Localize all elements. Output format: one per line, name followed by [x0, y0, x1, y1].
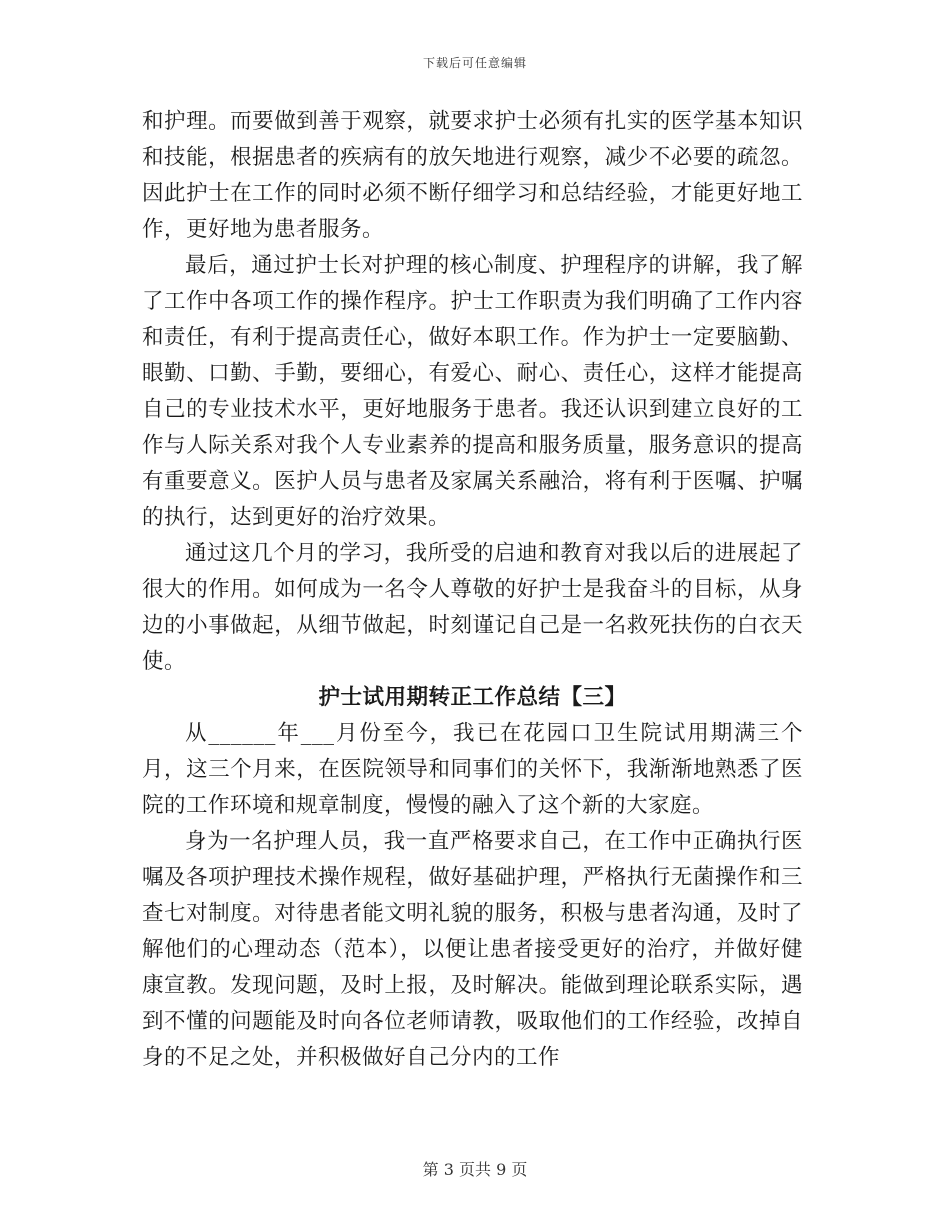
section-paragraph-duties: 身为一名护理人员，我一直严格要求自己，在工作中正确执行医嘱及各项护理技术操作规程，做好基础护理，严格执行无菌操作和三查七对制度。对待患者能文明礼貌的服务，积极与患者沟通，及时了解他们的心理动态（范本），以便让患者接受更好的治疗，并做好健康宣教。发现问题，及时上报，及时解决。能做到理论联系实际，遇到不懂的问题能及时向各位老师请教，吸取他们的工作经验，改掉自身的不足之处，并积极做好自己分内的工作	[142, 829, 803, 1070]
section-paragraph-intro: 从______年___月份至今，我已在花园口卫生院试用期满三个月，这三个月来，在医院领导和同事们的关怀下，我渐渐地熟悉了医院的工作环境和规章制度，慢慢的融入了这个新的大家庭。	[142, 721, 803, 818]
paragraph-continuation: 和护理。而要做到善于观察，就要求护士必须有扎实的医学基本知识和技能，根据患者的疾病有的放矢地进行观察，减少不必要的疏忽。因此护士在工作的同时必须不断仔细学习和总结经验，才能更好地工作，更好地为患者服务。	[142, 109, 803, 242]
document-body	[142, 104, 803, 1076]
page-header: 下载后可任意编辑	[422, 56, 527, 70]
section-title: 护士试用期转正工作总结【三】	[318, 685, 627, 710]
paragraph-conclusion: 通过这几个月的学习，我所受的启迪和教育对我以后的进展起了很大的作用。如何成为一名令人尊敬的好护士是我奋斗的目标，从身边的小事做起，从细节做起，时刻谨记自己是一名救死扶伤的白衣天使。	[142, 541, 803, 674]
paragraph-summary: 最后，通过护士长对护理的核心制度、护理程序的讲解，我了解了工作中各项工作的操作程序。护士工作职责为我们明确了工作内容和责任，有利于提高责任心，做好本职工作。作为护士一定要脑勤、眼勤、口勤、手勤，要细心，有爱心、耐心、责任心，这样才能提高自己的专业技术水平，更好地服务于患者。我还认识到建立良好的工作与人际关系对我个人专业素养的提高和服务质量，服务意识的提高有重要意义。医护人员与患者及家属关系融洽，将有利于医嘱、护嘱的执行，达到更好的治疗效果。	[142, 253, 803, 530]
page-number: 第 3 页共 9 页	[422, 1160, 528, 1179]
